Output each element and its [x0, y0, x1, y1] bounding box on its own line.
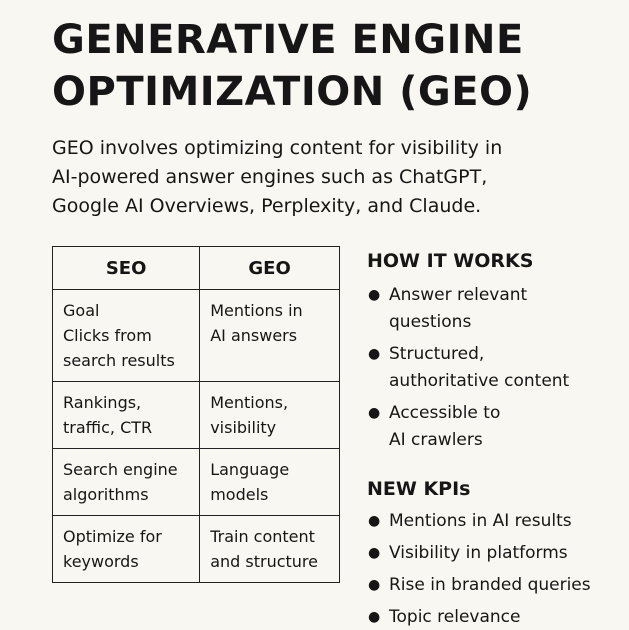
how-it-works-list — [367, 282, 625, 454]
list-item-text: Accessible to — [389, 403, 501, 423]
title-line-1: GENERATIVE ENGINE — [52, 17, 524, 63]
list-item — [367, 540, 625, 567]
list-item — [367, 572, 625, 599]
seo-cell — [53, 516, 200, 583]
seo-cell — [53, 449, 200, 516]
geo-cell — [200, 516, 340, 583]
bullet-icon: ● — [368, 609, 381, 625]
bullet-icon: ● — [368, 513, 381, 529]
intro-line-3: Google AI Overviews, Perplexity, and Claude. — [52, 195, 482, 217]
cell-line: Goal — [63, 301, 100, 320]
intro-paragraph — [52, 134, 612, 221]
cell-line: keywords — [63, 552, 139, 571]
geo-cell — [200, 382, 340, 449]
table-row — [53, 290, 340, 382]
list-item-text: Answer relevant — [389, 285, 528, 305]
table-row — [53, 449, 340, 516]
intro-line-2: AI-powered answer engines such as ChatGPT, — [52, 166, 488, 188]
cell-line: Language — [210, 460, 290, 479]
list-item-text: Rise in branded queries — [389, 575, 591, 595]
bullet-icon: ● — [368, 287, 381, 303]
seo-vs-geo-table — [52, 246, 340, 583]
title-line-2: OPTIMIZATION (GEO) — [52, 69, 533, 115]
list-item — [367, 282, 625, 336]
seo-cell — [53, 382, 200, 449]
cell-line: visibility — [210, 418, 277, 437]
list-item — [367, 341, 625, 395]
table-row — [53, 516, 340, 583]
cell-line: Optimize for — [63, 527, 162, 546]
cell-line: Mentions, — [210, 393, 289, 412]
cell-line: Search engine — [63, 460, 178, 479]
bullet-icon: ● — [368, 346, 381, 362]
header-geo: GEO — [200, 247, 340, 290]
cell-line: traffic, CTR — [63, 418, 153, 437]
new-kpis-heading: NEW KPIs — [367, 478, 471, 500]
cell-line: Clicks from — [63, 326, 152, 345]
cell-line: search results — [63, 351, 175, 370]
new-kpis-section — [367, 476, 625, 630]
list-item-text: authoritative content — [389, 371, 570, 391]
table-header-row — [53, 247, 340, 290]
list-item-text: Structured, — [389, 344, 485, 364]
list-item-text: questions — [389, 312, 472, 332]
bullet-icon: ● — [368, 405, 381, 421]
cell-line: Mentions in — [210, 301, 303, 320]
how-it-works-section — [367, 248, 625, 454]
cell-line: models — [210, 485, 269, 504]
list-item-text: Mentions in AI results — [389, 511, 572, 531]
geo-cell — [200, 290, 340, 382]
table-row — [53, 382, 340, 449]
list-item-text: Visibility in platforms — [389, 543, 568, 563]
cell-line: and structure — [210, 552, 318, 571]
cell-line: Train content — [210, 527, 315, 546]
cell-line: algorithms — [63, 485, 149, 504]
page-title — [52, 14, 612, 118]
seo-cell — [53, 290, 200, 382]
header-seo: SEO — [53, 247, 200, 290]
cell-line: AI answers — [210, 326, 298, 345]
cell-line: Rankings, — [63, 393, 142, 412]
geo-cell — [200, 449, 340, 516]
list-item-text: Topic relevance — [389, 607, 521, 627]
bullet-icon: ● — [368, 545, 381, 561]
intro-line-1: GEO involves optimizing content for visibility in — [52, 137, 503, 159]
how-it-works-heading: HOW IT WORKS — [367, 250, 534, 272]
list-item — [367, 400, 625, 454]
list-item — [367, 604, 625, 630]
bullet-icon: ● — [368, 577, 381, 593]
new-kpis-list — [367, 508, 625, 630]
list-item — [367, 508, 625, 535]
list-item-text: AI crawlers — [389, 430, 483, 450]
